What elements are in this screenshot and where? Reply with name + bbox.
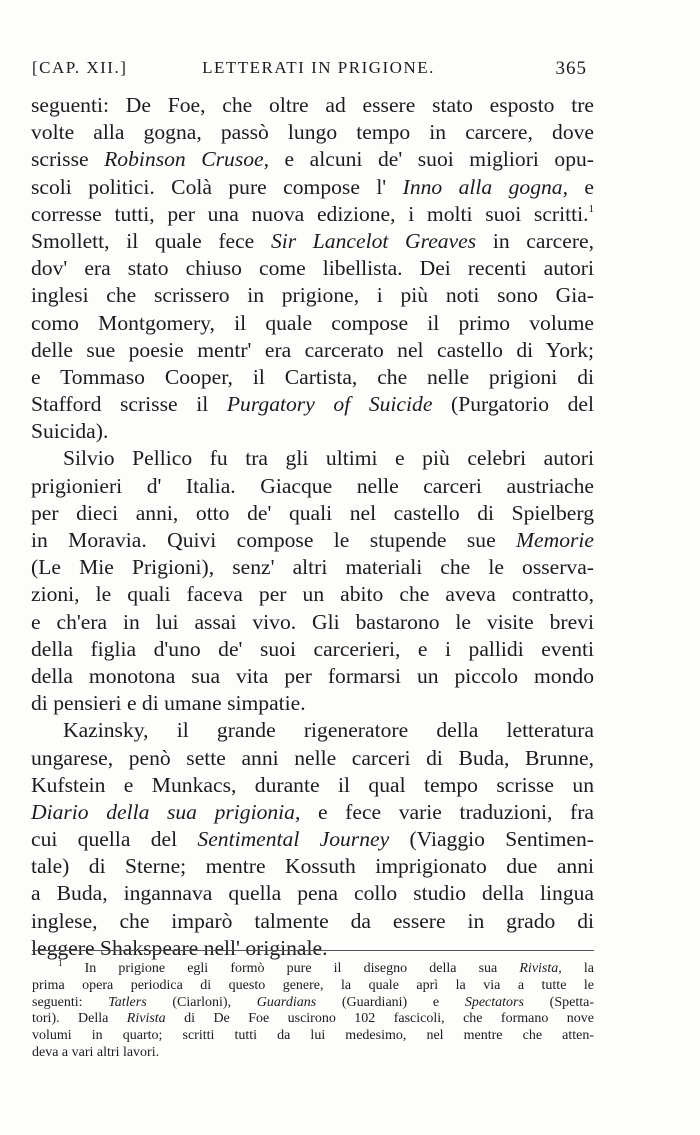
footnote-line: volumi in quarto; scritti tutti da lui medesimo, nel mentre che atten- (32, 1028, 594, 1044)
italic-title: Sentimental Journey (197, 827, 390, 852)
italic-title: Memorie (516, 528, 594, 552)
italic-title: Robinson Crusoe, (104, 147, 270, 172)
text-line: prigionieri d' Italia. Giacque nelle carceri austriache (31, 473, 594, 498)
footnote-line: seguenti: Tatlers (Ciarloni), Guardians (Guardiani) e Spectators (Spetta- (32, 994, 594, 1010)
italic-title: Purgatory of Suicide (226, 392, 433, 417)
text-line: dov' era stato chiuso come libellista. Dei recenti autori (31, 256, 594, 281)
footnote-line: tori). Della Rivista di De Foe uscirono 102 fascicoli, che formano nove (32, 1011, 595, 1027)
footnote-line: deva a vari altri lavori. (32, 1044, 160, 1060)
text-line: inglesi che scrissero in prigione, i più noti sono Gia- (31, 283, 594, 308)
text-line: della figlia d'uno de' suoi carcerieri, e i pallidi eventi (31, 636, 594, 661)
text-line: (Le Mie Prigioni), senz' altri materiali che le osserva- (31, 555, 594, 580)
italic-title: Inno alla gogna, (402, 174, 568, 199)
text-line: scrisse Robinson Crusoe, e alcuni de' suoi migliori opu- (31, 147, 595, 172)
text-line: Suicida). (31, 419, 109, 444)
text-line: e ch'era in lui assai vivo. Gli bastarono le visite brevi (31, 609, 594, 634)
text-line: di pensieri e di umane simpatie. (31, 691, 306, 716)
text-line: seguenti: De Foe, che oltre ad essere stato esposto tre (31, 93, 594, 117)
body-text (31, 92, 594, 962)
italic-title: Sir Lancelot Greaves (270, 228, 477, 253)
text-line: delle sue poesie mentr' era carcerato nel castello di York; (31, 337, 594, 362)
page-number: 365 (555, 58, 587, 79)
text-line: Diario della sua prigionia, e fece varie traduzioni, fra (31, 799, 594, 824)
text-line: della monotona sua vita per formarsi un piccolo mondo (31, 663, 594, 688)
footnote-marker: 1 (58, 958, 63, 968)
text-line: Kufstein e Munkacs, durante il qual tempo scrisse un (31, 772, 594, 797)
paragraph-start: Kazinsky, il grande rigeneratore della letteratura (63, 718, 594, 743)
footnote-line: $^1$ In prigione egli formò pure il disegno della sua Rivista, la (58, 958, 594, 976)
text-line: a Buda, ingannava quella pena collo studio della lingua (31, 881, 594, 906)
footnote (32, 958, 595, 1062)
text-line: Smollett, il quale fece Sir Lancelot Greaves in carcere, (31, 228, 595, 253)
chapter-label: [CAP. XII.] (32, 58, 128, 77)
text-line: corresse tutti, per una nuova edizione, i molti suoi scritti.$^1$ (31, 201, 594, 226)
footnote-ref: 1 (588, 202, 594, 215)
running-title: LETTERATI IN PRIGIONE. (202, 58, 435, 77)
page-header (32, 58, 587, 84)
text-line: leggere Shakspeare nell' originale. (31, 935, 328, 960)
italic-title: Diario della sua prigionia, (31, 799, 301, 824)
text-line: scoli politici. Colà pure compose l' Inno alla gogna, e (31, 174, 594, 199)
text-line: volte alla gogna, passò lungo tempo in carcere, dove (31, 120, 594, 145)
text-line: como Montgomery, il quale compose il primo volume (31, 310, 594, 335)
text-line: ungarese, penò sette anni nelle carceri di Buda, Brunne, (31, 745, 594, 770)
text-line: in Moravia. Quivi compose le stupende sue Memorie (31, 528, 594, 552)
text-line: tale) di Sterne; mentre Kossuth imprigionato due anni (31, 854, 594, 879)
text-line: Stafford scrisse il Purgatory of Suicide (Purgatorio del (31, 392, 595, 417)
text-line: per dieci anni, otto de' quali nel castello di Spielberg (31, 500, 594, 525)
paragraph-start: Silvio Pellico fu tra gli ultimi e più celebri autori (63, 446, 594, 471)
text-line: zioni, le quali faceva per un abito che aveva contratto, (31, 582, 594, 607)
footnote-divider (32, 950, 594, 951)
text-line: cui quella del Sentimental Journey (Viaggio Sentimen- (31, 827, 594, 852)
text-line: e Tommaso Cooper, il Cartista, che nelle prigioni di (31, 364, 594, 389)
text-line: inglese, che imparò talmente da essere in grado di (31, 908, 594, 933)
footnote-line: prima opera periodica di questo genere, la quale aprì la via a tutte le (32, 977, 594, 993)
